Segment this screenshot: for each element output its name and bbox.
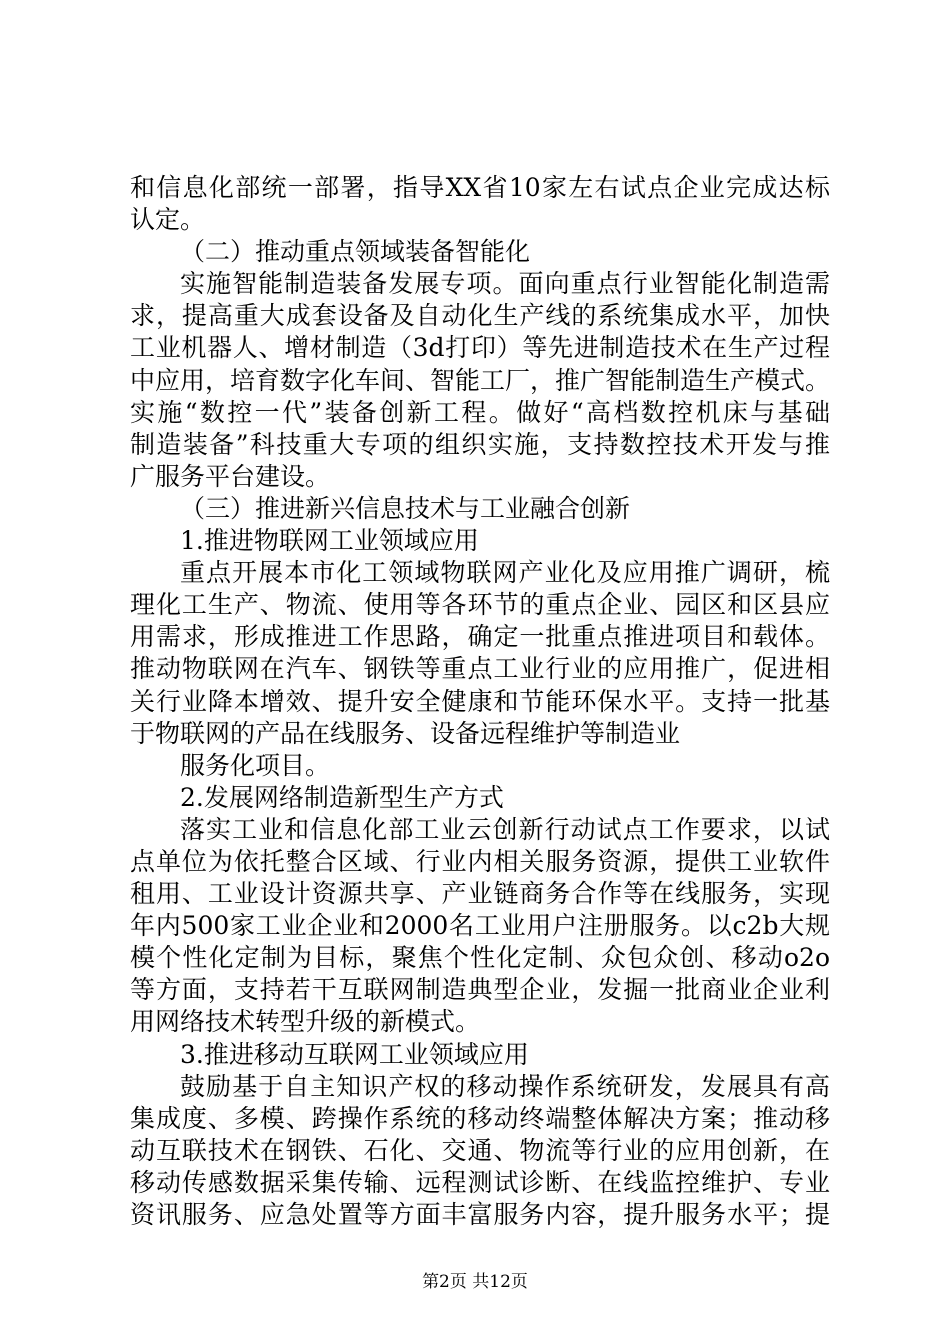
text-line: 集成度、多模、跨操作系统的移动终端整体解决方案；推动移 [130, 1103, 830, 1133]
text-line: 于物联网的产品在线服务、设备远程维护等制造业 [130, 718, 681, 748]
text-line: 移动传感数据采集传输、远程测试诊断、在线监控维护、专业 [130, 1167, 830, 1197]
text-line: 和信息化部统一部署，指导XX省10家左右试点企业完成达标 [130, 173, 830, 202]
text-line: 制造装备”科技重大专项的组织实施，支持数控技术开发与推 [130, 429, 830, 459]
text-line: 实施智能制造装备发展专项。面向重点行业智能化制造需 [180, 269, 830, 299]
text-line: 理化工生产、物流、使用等各环节的重点企业、园区和区县应 [130, 590, 830, 620]
text-line: 年内500家工业企业和2000名工业用户注册服务。以c2b大规 [130, 911, 830, 941]
text-line: 租用、工业设计资源共享、产业链商务合作等在线服务，实现 [130, 879, 830, 909]
text-line: 1.推进物联网工业领域应用 [180, 526, 479, 556]
text-line: 鼓励基于自主知识产权的移动操作系统研发，发展具有高 [180, 1071, 830, 1101]
text-line: （二）推动重点领域装备智能化 [180, 237, 531, 267]
text-line: 重点开展本市化工领域物联网产业化及应用推广调研，梳 [180, 558, 830, 588]
text-line: 模个性化定制为目标，聚焦个性化定制、众包众创、移动o2o [130, 943, 830, 973]
text-line: 落实工业和信息化部工业云创新行动试点工作要求，以试 [180, 814, 830, 844]
text-line: 动互联技术在钢铁、石化、交通、物流等行业的应用创新，在 [130, 1135, 830, 1165]
text-line: 用需求，形成推进工作思路，确定一批重点推进项目和载体。 [130, 622, 830, 652]
text-line: 实施“数控一代”装备创新工程。做好“高档数控机床与基础 [130, 397, 830, 427]
text-line: 服务化项目。 [180, 750, 331, 780]
text-line: 等方面，支持若干互联网制造典型企业，发掘一批商业企业利 [130, 975, 830, 1005]
text-line: 认定。 [130, 205, 206, 235]
text-line: 求，提高重大成套设备及自动化生产线的系统集成水平，加快 [130, 301, 830, 331]
text-line: 工业机器人、增材制造（3d打印）等先进制造技术在生产过程 [130, 333, 830, 363]
text-line: 3.推进移动互联网工业领域应用 [180, 1039, 529, 1069]
document-body [130, 172, 830, 1231]
text-line: 点单位为依托整合区域、行业内相关服务资源，提供工业软件 [130, 846, 830, 876]
text-line: （三）推进新兴信息技术与工业融合创新 [180, 493, 631, 523]
text-line: 关行业降本增效、提升安全健康和节能环保水平。支持一批基 [130, 686, 830, 716]
text-line: 2.发展网络制造新型生产方式 [180, 782, 504, 812]
text-line: 推动物联网在汽车、钢铁等重点工业行业的应用推广，促进相 [130, 654, 830, 684]
text-line: 中应用，培育数字化车间、智能工厂，推广智能制造生产模式。 [130, 365, 831, 395]
text-line: 广服务平台建设。 [130, 461, 331, 491]
text-line: 用网络技术转型升级的新模式。 [130, 1007, 481, 1037]
page-footer: 第2页 共12页 [422, 1272, 528, 1292]
text-line: 资讯服务、应急处置等方面丰富服务内容，提升服务水平；提 [130, 1200, 830, 1229]
